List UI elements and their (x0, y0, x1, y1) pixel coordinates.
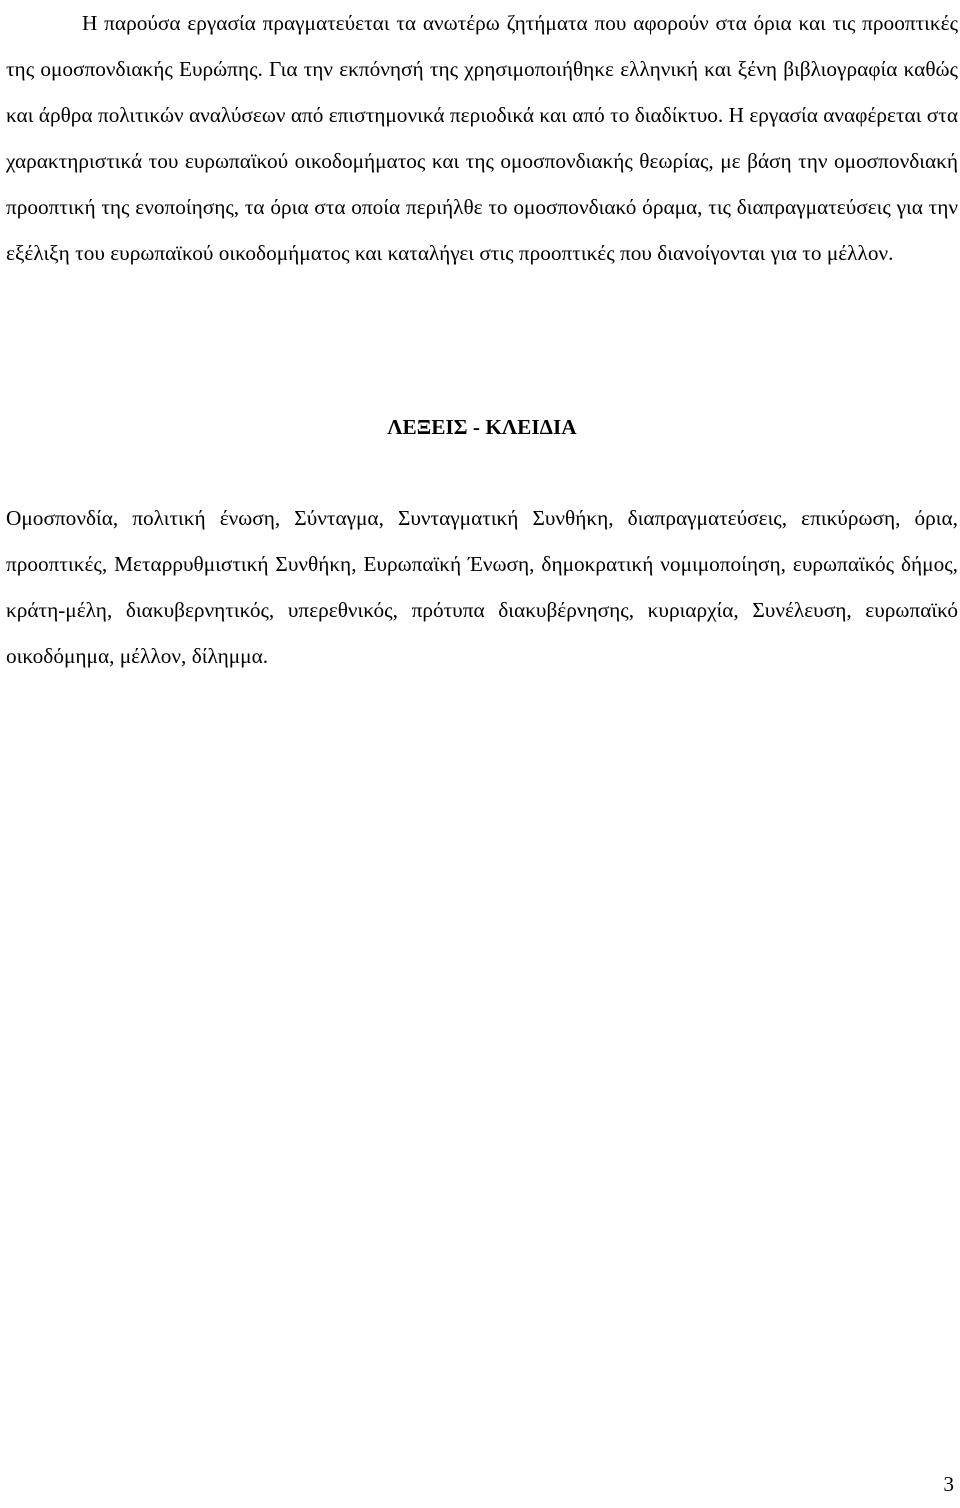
page-number: 3 (943, 1472, 954, 1496)
abstract-paragraph: Η παρούσα εργασία πραγματεύεται τα ανωτέρω ζητήματα που αφορούν στα όρια και τις προοπτικές της ομοσπονδιακής Ευρώπης. Για την εκπόνησή της χρησιμοποιήθηκε ελληνική και ξένη βιβλιογραφία καθώς και άρθρα πολιτικών αναλύσεων από επιστημονικά περιοδικά και από το διαδίκτυο. Η εργασία αναφέρεται στα χαρακτηριστικά του ευρωπαϊκού οικοδομήματος και της ομοσπονδιακής θεωρίας, με βάση την ομοσπονδιακή προοπτική της ενοποίησης, τα όρια στα οποία περιήλθε το ομοσπονδιακό όραμα, τις διαπραγματεύσεις για την εξέλιξη του ευρωπαϊκού οικοδομήματος και καταλήγει στις προοπτικές που διανοίγονται για το μέλλον. (6, 11, 958, 265)
keywords-heading: ΛΕΞΕΙΣ - ΚΛΕΙΔΙΑ (387, 415, 577, 439)
keywords-paragraph: Ομοσπονδία, πολιτική ένωση, Σύνταγμα, Συνταγματική Συνθήκη, διαπραγματεύσεις, επικύρωση, όρια, προοπτικές, Μεταρρυθμιστική Συνθήκη, Ευρωπαϊκή Ένωση, δημοκρατική νομιμοποίηση, ευρωπαϊκός δήμος, κράτη-μέλη, διακυβερνητικός, υπερεθνικός, πρότυπα διακυβέρνησης, κυριαρχία, Συνέλευση, ευρωπαϊκό οικοδόμημα, μέλλον, δίλημμα. (6, 506, 958, 668)
